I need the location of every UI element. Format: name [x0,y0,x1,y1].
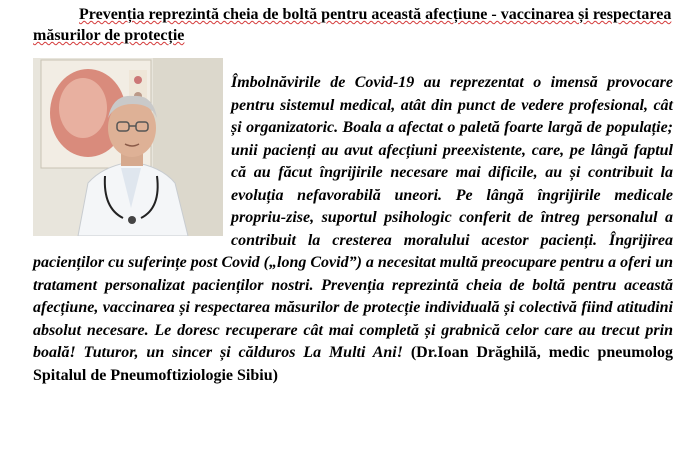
article-heading: Prevenția reprezintă cheia de boltă pentru această afecțiune - vaccinarea și respectarea măsurilor de protecție [33,6,672,44]
photo-wrap-spacer [33,72,231,234]
article-paragraph: Îmbolnăvirile de Covid-19 au reprezentat o imensă provocare pentru sistemul medical, atât din punct de vedere profesional, cât și organizatoric. Boala a afectat o paletă foarte largă de populație; unii pacienți au avut afecțiuni preexistente, care, pe lângă faptul că au făcut îngrijirile necesare mai dificile, au și contribuit la evoluția nefavorabilă uneori. Pe lângă îngrijirile medicale propriu-zise, suportul psihologic conferit de întreg personalul a contribuit la cresterea moralului acestor pacienți. Îngrijirea pacienților cu suferințe post Covid („long Covid”) a necesitat multă preocupare pentru a oferi un tratament personalizat pacienților nostri. Prevenția reprezintă cheia de boltă pentru această afecțiune, vaccinarea și respectarea măsurilor de protecție individuală și colectivă fiind atitudini absolut necesare. Le doresc recuperare cât mai completă și grabnică celor care au trecut prin boală! Tuturor, un sincer și călduros La Multi Ani! [33,74,674,361]
article-signature: (Dr.Ioan Drăghilă, medic pneumolog Spitalul de Pneumoftiziologie Sibiu) [33,344,674,384]
article-body [33,72,673,387]
